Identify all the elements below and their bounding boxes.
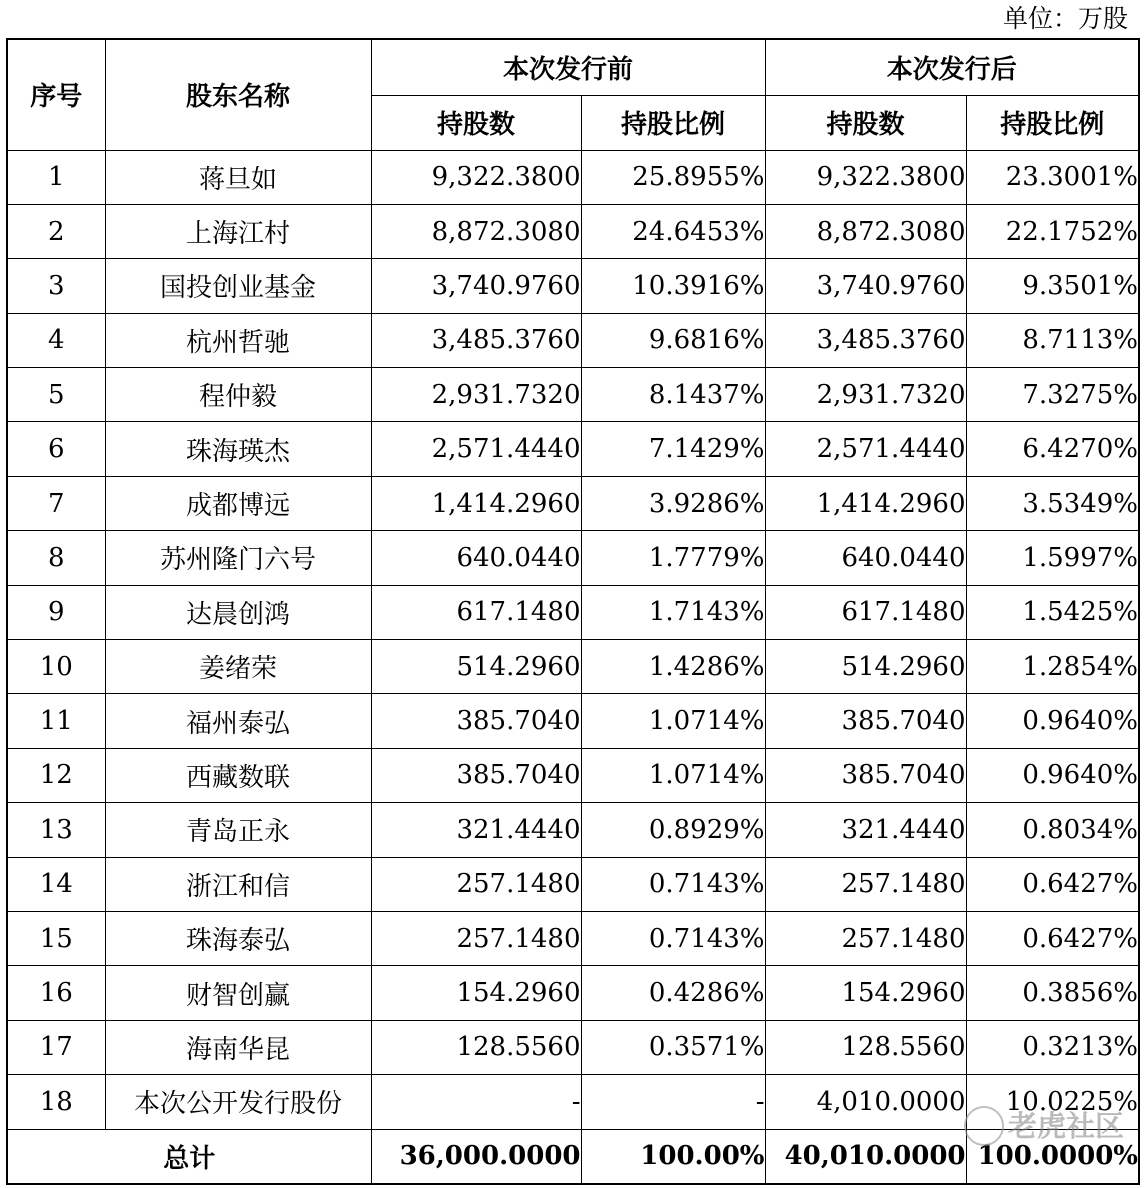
header-post-ratio: 持股比例	[966, 95, 1139, 150]
cell-no: 17	[7, 1020, 105, 1074]
cell-post-ratio: 0.9640%	[966, 748, 1139, 802]
header-name: 股东名称	[105, 39, 371, 150]
cell-post-shares: 640.0440	[765, 531, 966, 585]
cell-pre-shares: 9,322.3800	[371, 150, 581, 204]
total-post-ratio: 100.0000%	[966, 1129, 1139, 1184]
cell-post-ratio: 7.3275%	[966, 368, 1139, 422]
cell-no: 2	[7, 204, 105, 258]
cell-post-ratio: 0.8034%	[966, 803, 1139, 857]
cell-pre-shares: 2,571.4440	[371, 422, 581, 476]
cell-pre-shares: 321.4440	[371, 803, 581, 857]
table-row	[7, 966, 1139, 1020]
cell-name: 姜绪荣	[105, 640, 371, 694]
cell-post-shares: 617.1480	[765, 585, 966, 639]
cell-name: 达晨创鸿	[105, 585, 371, 639]
cell-no: 1	[7, 150, 105, 204]
cell-pre-ratio: 24.6453%	[581, 204, 765, 258]
cell-post-shares: 257.1480	[765, 911, 966, 965]
cell-post-ratio: 3.5349%	[966, 476, 1139, 530]
cell-no: 3	[7, 259, 105, 313]
cell-pre-shares: 617.1480	[371, 585, 581, 639]
cell-post-ratio: 0.6427%	[966, 911, 1139, 965]
cell-name: 珠海泰弘	[105, 911, 371, 965]
cell-pre-ratio: 10.3916%	[581, 259, 765, 313]
cell-post-ratio: 0.3213%	[966, 1020, 1139, 1074]
cell-no: 18	[7, 1075, 105, 1129]
total-row	[7, 1129, 1139, 1184]
unit-label: 单位：万股	[1002, 4, 1128, 33]
cell-post-ratio: 23.3001%	[966, 150, 1139, 204]
table-row	[7, 204, 1139, 258]
cell-post-ratio: 6.4270%	[966, 422, 1139, 476]
cell-name: 珠海瑛杰	[105, 422, 371, 476]
cell-pre-shares: 3,485.3760	[371, 313, 581, 367]
cell-no: 15	[7, 911, 105, 965]
cell-post-shares: 2,571.4440	[765, 422, 966, 476]
cell-no: 13	[7, 803, 105, 857]
header-after-group: 本次发行后	[765, 39, 1139, 95]
cell-no: 11	[7, 694, 105, 748]
cell-pre-ratio: -	[581, 1075, 765, 1129]
shareholder-table	[6, 38, 1140, 1185]
cell-post-ratio: 22.1752%	[966, 204, 1139, 258]
cell-pre-shares: 154.2960	[371, 966, 581, 1020]
cell-name: 财智创赢	[105, 966, 371, 1020]
cell-no: 8	[7, 531, 105, 585]
cell-pre-ratio: 1.0714%	[581, 694, 765, 748]
cell-pre-ratio: 0.7143%	[581, 911, 765, 965]
table-row	[7, 803, 1139, 857]
cell-name: 苏州隆门六号	[105, 531, 371, 585]
table-row	[7, 531, 1139, 585]
cell-name: 蒋旦如	[105, 150, 371, 204]
total-pre-ratio: 100.00%	[581, 1129, 765, 1184]
cell-post-shares: 3,485.3760	[765, 313, 966, 367]
cell-name: 杭州哲驰	[105, 313, 371, 367]
cell-post-shares: 514.2960	[765, 640, 966, 694]
cell-pre-shares: 385.7040	[371, 748, 581, 802]
cell-no: 9	[7, 585, 105, 639]
cell-name: 海南华昆	[105, 1020, 371, 1074]
cell-name: 福州泰弘	[105, 694, 371, 748]
cell-pre-shares: 8,872.3080	[371, 204, 581, 258]
cell-name: 成都博远	[105, 476, 371, 530]
cell-pre-ratio: 7.1429%	[581, 422, 765, 476]
cell-post-shares: 385.7040	[765, 694, 966, 748]
total-post-shares: 40,010.0000	[765, 1129, 966, 1184]
cell-pre-shares: 128.5560	[371, 1020, 581, 1074]
cell-post-ratio: 1.5425%	[966, 585, 1139, 639]
header-pre-shares: 持股数	[371, 95, 581, 150]
cell-no: 4	[7, 313, 105, 367]
table-row	[7, 422, 1139, 476]
cell-post-ratio: 0.3856%	[966, 966, 1139, 1020]
table-body	[7, 150, 1139, 1129]
cell-pre-ratio: 1.7143%	[581, 585, 765, 639]
table-row	[7, 150, 1139, 204]
cell-no: 6	[7, 422, 105, 476]
cell-name: 西藏数联	[105, 748, 371, 802]
table-row	[7, 259, 1139, 313]
cell-pre-shares: -	[371, 1075, 581, 1129]
table-row	[7, 1075, 1139, 1129]
cell-name: 本次公开发行股份	[105, 1075, 371, 1129]
cell-no: 14	[7, 857, 105, 911]
cell-post-shares: 4,010.0000	[765, 1075, 966, 1129]
cell-name: 上海江村	[105, 204, 371, 258]
total-label: 总计	[7, 1129, 371, 1184]
cell-pre-ratio: 1.0714%	[581, 748, 765, 802]
table-row	[7, 476, 1139, 530]
cell-post-shares: 154.2960	[765, 966, 966, 1020]
cell-post-shares: 8,872.3080	[765, 204, 966, 258]
cell-pre-ratio: 25.8955%	[581, 150, 765, 204]
cell-pre-shares: 385.7040	[371, 694, 581, 748]
header-pre-ratio: 持股比例	[581, 95, 765, 150]
watermark-text: 老虎社区	[1008, 1109, 1125, 1143]
cell-pre-ratio: 1.4286%	[581, 640, 765, 694]
cell-pre-shares: 257.1480	[371, 857, 581, 911]
cell-post-shares: 385.7040	[765, 748, 966, 802]
table-row	[7, 640, 1139, 694]
cell-post-ratio: 9.3501%	[966, 259, 1139, 313]
cell-no: 5	[7, 368, 105, 422]
table-row	[7, 911, 1139, 965]
cell-post-shares: 257.1480	[765, 857, 966, 911]
table-row	[7, 585, 1139, 639]
cell-no: 12	[7, 748, 105, 802]
cell-post-ratio: 0.9640%	[966, 694, 1139, 748]
cell-post-shares: 9,322.3800	[765, 150, 966, 204]
cell-name: 浙江和信	[105, 857, 371, 911]
cell-pre-shares: 3,740.9760	[371, 259, 581, 313]
cell-post-ratio: 10.0225%	[966, 1075, 1139, 1129]
cell-post-ratio: 1.2854%	[966, 640, 1139, 694]
cell-pre-shares: 1,414.2960	[371, 476, 581, 530]
table-row	[7, 694, 1139, 748]
header-before-group: 本次发行前	[371, 39, 765, 95]
cell-post-shares: 3,740.9760	[765, 259, 966, 313]
cell-pre-shares: 257.1480	[371, 911, 581, 965]
cell-name: 国投创业基金	[105, 259, 371, 313]
table-row	[7, 857, 1139, 911]
header-row-1	[7, 39, 1139, 95]
cell-post-shares: 128.5560	[765, 1020, 966, 1074]
cell-pre-ratio: 3.9286%	[581, 476, 765, 530]
cell-pre-ratio: 1.7779%	[581, 531, 765, 585]
cell-pre-shares: 2,931.7320	[371, 368, 581, 422]
cell-pre-shares: 640.0440	[371, 531, 581, 585]
cell-post-shares: 2,931.7320	[765, 368, 966, 422]
header-seq: 序号	[7, 39, 105, 150]
cell-name: 青岛正永	[105, 803, 371, 857]
cell-post-ratio: 8.7113%	[966, 313, 1139, 367]
cell-pre-shares: 514.2960	[371, 640, 581, 694]
cell-pre-ratio: 8.1437%	[581, 368, 765, 422]
table-row	[7, 748, 1139, 802]
cell-post-shares: 321.4440	[765, 803, 966, 857]
cell-post-ratio: 0.6427%	[966, 857, 1139, 911]
cell-pre-ratio: 9.6816%	[581, 313, 765, 367]
cell-no: 7	[7, 476, 105, 530]
cell-post-ratio: 1.5997%	[966, 531, 1139, 585]
cell-name: 程仲毅	[105, 368, 371, 422]
cell-pre-ratio: 0.7143%	[581, 857, 765, 911]
cell-no: 10	[7, 640, 105, 694]
cell-pre-ratio: 0.8929%	[581, 803, 765, 857]
cell-pre-ratio: 0.4286%	[581, 966, 765, 1020]
header-post-shares: 持股数	[765, 95, 966, 150]
total-pre-shares: 36,000.0000	[371, 1129, 581, 1184]
cell-post-shares: 1,414.2960	[765, 476, 966, 530]
table-row	[7, 313, 1139, 367]
table-row	[7, 1020, 1139, 1074]
cell-pre-ratio: 0.3571%	[581, 1020, 765, 1074]
table-row	[7, 368, 1139, 422]
cell-no: 16	[7, 966, 105, 1020]
